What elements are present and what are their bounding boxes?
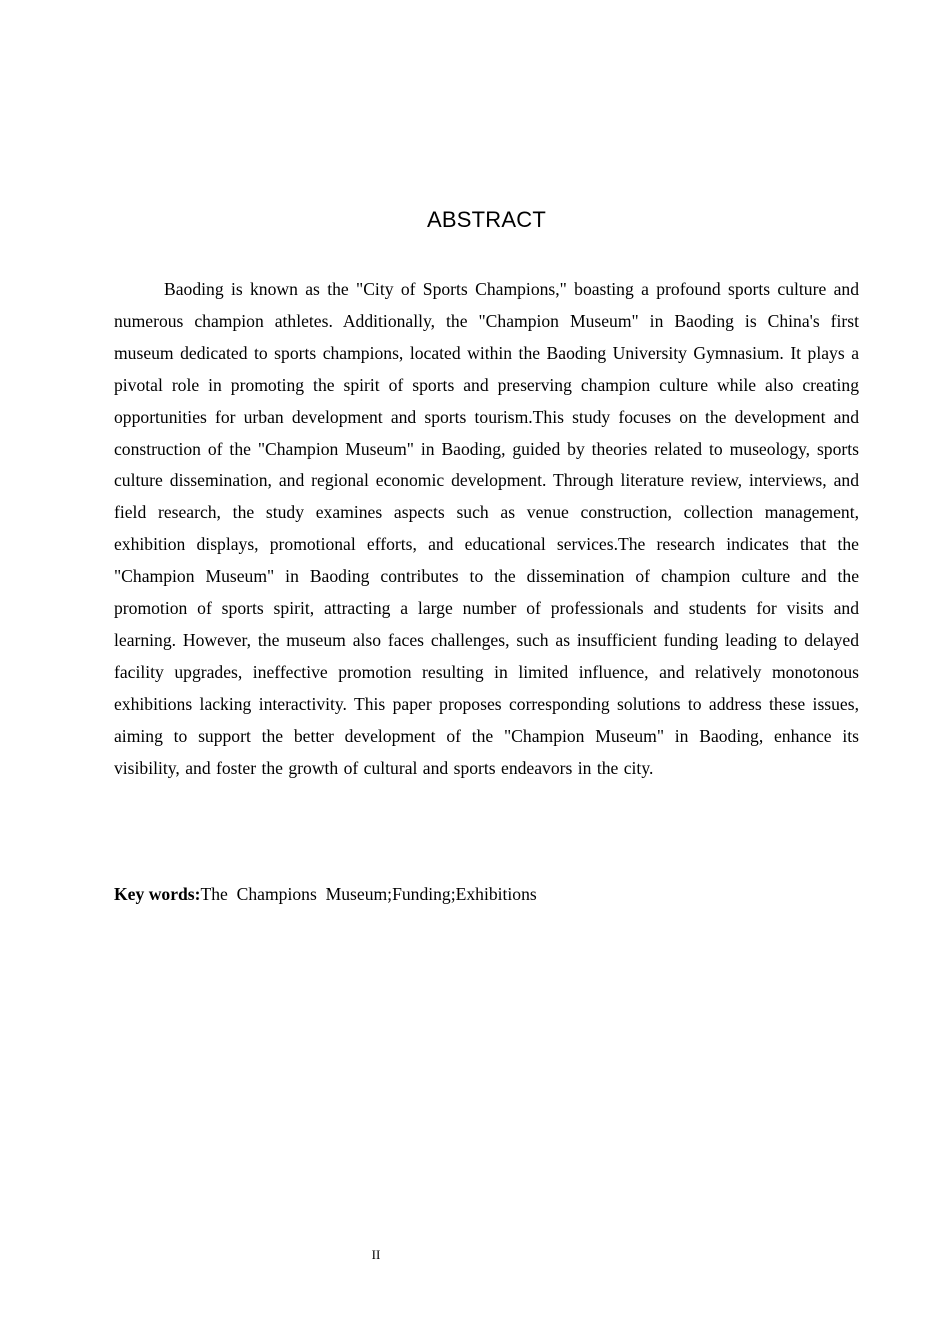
page-number: II	[371, 1247, 381, 1262]
keywords-label: Key words:	[114, 884, 201, 904]
abstract-title: ABSTRACT	[427, 207, 546, 232]
keywords-line	[114, 879, 859, 909]
abstract-body: Baoding is known as the "City of Sports Champions," boasting a profound sports culture and numerous champion athletes. Additionally, the "Champion Museum" in Baoding is China's first museum dedicated to sports champions, located within the Baoding University Gymnasium. It plays a pivotal role in promoting the spirit of sports and preserving champion culture while also creating opportunities for urban development and sports tourism.This study focuses on the development and construction of the "Champion Museum" in Baoding, guided by theories related to museology, sports culture dissemination, and regional economic development. Through literature review, interviews, and field research, the study examines aspects such as venue construction, collection management, exhibition displays, promotional efforts, and educational services.The research indicates that the "Champion Museum" in Baoding contributes to the dissemination of champion culture and the promotion of sports spirit, attracting a large number of professionals and students for visits and learning. However, the museum also faces challenges, such as insufficient funding leading to delayed facility upgrades, ineffective promotion resulting in limited influence, and relatively monotonous exhibitions lacking interactivity. This paper proposes corresponding solutions to address these issues, aiming to support the better development of the "Champion Museum" in Baoding, enhance its visibility, and foster the growth of cultural and sports endeavors in the city.	[114, 279, 859, 778]
keywords-value: The Champions Museum;Funding;Exhibitions	[200, 884, 537, 904]
